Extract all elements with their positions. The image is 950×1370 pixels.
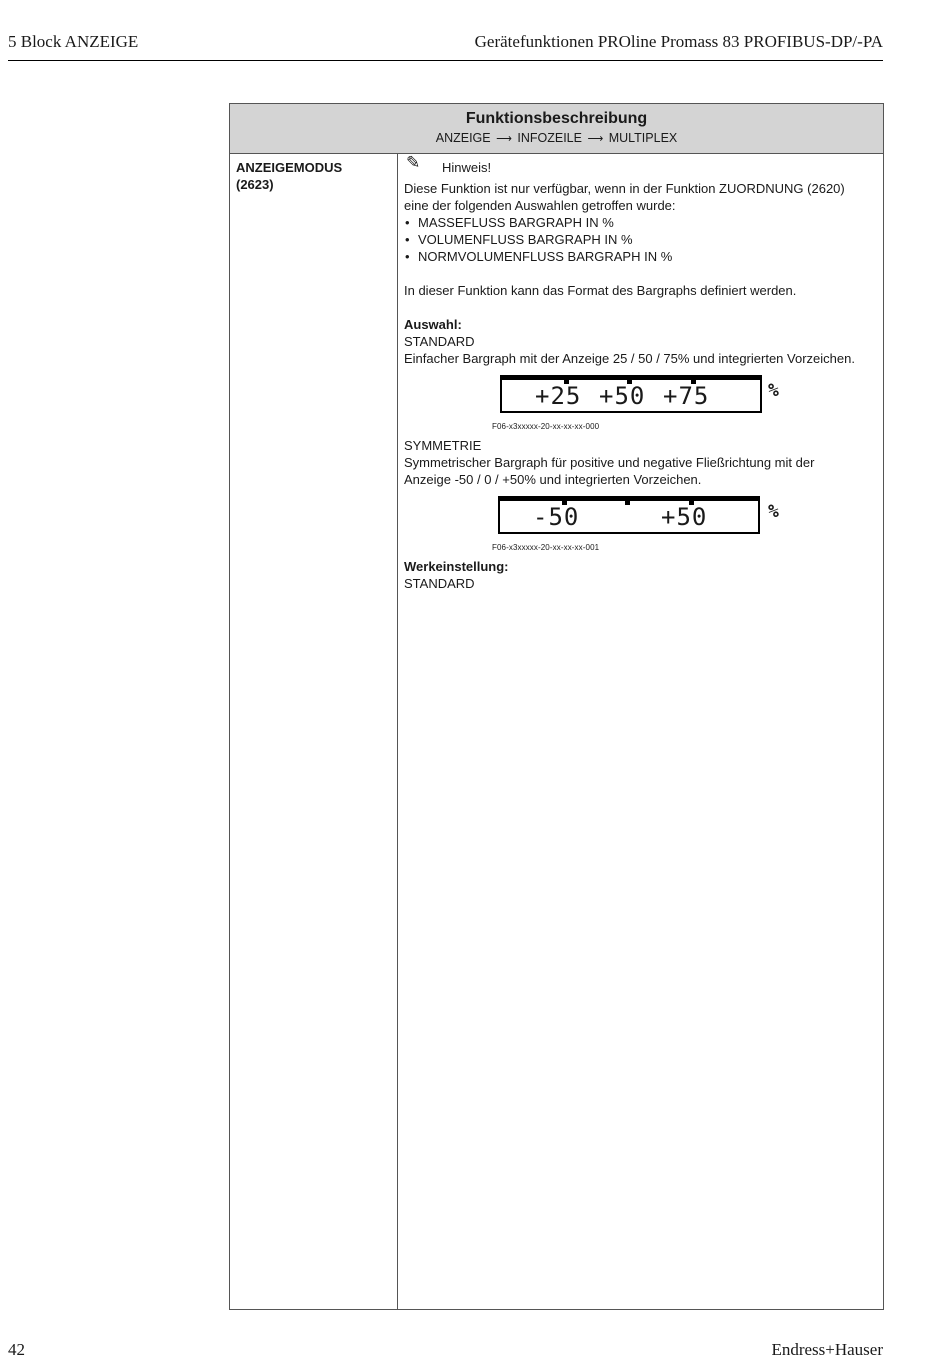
bargraph-symmetry xyxy=(492,496,882,558)
list-item: • VOLUMENFLUSS BARGRAPH IN % xyxy=(404,231,882,248)
option-name: SYMMETRIE xyxy=(404,438,482,453)
list-item: • NORMVOLUMENFLUSS BARGRAPH IN % xyxy=(404,248,882,265)
column-divider xyxy=(397,154,398,1309)
bargraph-frame xyxy=(500,375,762,413)
header-title: Gerätefunktionen PROline Promass 83 PROFIBUS-DP/-PA xyxy=(474,32,883,51)
note-label: Hinweis! xyxy=(442,160,492,175)
table-title: Funktionsbeschreibung xyxy=(465,110,648,127)
table-header xyxy=(230,104,883,154)
option-name: STANDARD xyxy=(404,334,475,349)
path-item: MULTIPLEX xyxy=(608,131,678,145)
brand-logo: Endress+Hauser xyxy=(771,1340,883,1359)
note-text: eine der folgenden Auswahlen getroffen wurde: xyxy=(404,198,676,213)
option-description: Anzeige -50 / 0 / +50% und integrierten Vorzeichen. xyxy=(404,472,702,487)
bullet-list xyxy=(404,214,882,265)
default-value: STANDARD xyxy=(404,576,475,591)
default-heading: Werkeinstellung: xyxy=(404,559,509,574)
pencil-icon: ✎ xyxy=(406,153,421,172)
header-rule xyxy=(8,60,883,61)
function-label xyxy=(236,159,386,193)
selection-heading: Auswahl: xyxy=(404,317,462,332)
bargraph-unit: % xyxy=(768,501,779,522)
menu-path xyxy=(230,130,883,147)
bargraph-label: +25 xyxy=(535,382,582,410)
function-code: (2623) xyxy=(236,177,274,192)
function-name: ANZEIGEMODUS xyxy=(236,160,343,175)
note-text: Diese Funktion ist nur verfügbar, wenn in der Funktion ZUORDNUNG (2620) xyxy=(404,181,845,196)
bargraph-label: -50 xyxy=(533,503,580,531)
bargraph-label: +50 xyxy=(599,382,646,410)
bargraph-label: +75 xyxy=(663,382,710,410)
page-header xyxy=(8,32,883,52)
list-item: • MASSEFLUSS BARGRAPH IN % xyxy=(404,214,882,231)
header-section: 5 Block ANZEIGE xyxy=(8,32,139,51)
arrow-right-icon: ⟶ xyxy=(587,133,604,145)
path-item: INFOZEILE xyxy=(517,131,582,145)
bargraph-frame xyxy=(498,496,760,534)
option-description: Einfacher Bargraph mit der Anzeige 25 / 50 / 75% und integrierten Vorzeichen. xyxy=(404,351,855,366)
page-footer xyxy=(8,1340,883,1360)
bargraph-unit: % xyxy=(768,380,779,401)
option-description: Symmetrischer Bargraph für positive und negative Fließrichtung mit der xyxy=(404,455,815,470)
function-description xyxy=(404,153,882,592)
bargraph-label: +50 xyxy=(661,503,708,531)
bargraph-standard xyxy=(492,375,882,437)
function-table xyxy=(229,103,884,1310)
figure-caption: F06-x3xxxxx-20-xx-xx-xx-000 xyxy=(492,422,600,431)
path-item: ANZEIGE xyxy=(435,131,491,145)
intro-text: In dieser Funktion kann das Format des Bargraphs definiert werden. xyxy=(404,283,797,298)
page-number: 42 xyxy=(8,1340,25,1359)
bargraph-tick xyxy=(625,501,630,505)
figure-caption: F06-x3xxxxx-20-xx-xx-xx-001 xyxy=(492,543,600,552)
arrow-right-icon: ⟶ xyxy=(496,133,512,145)
